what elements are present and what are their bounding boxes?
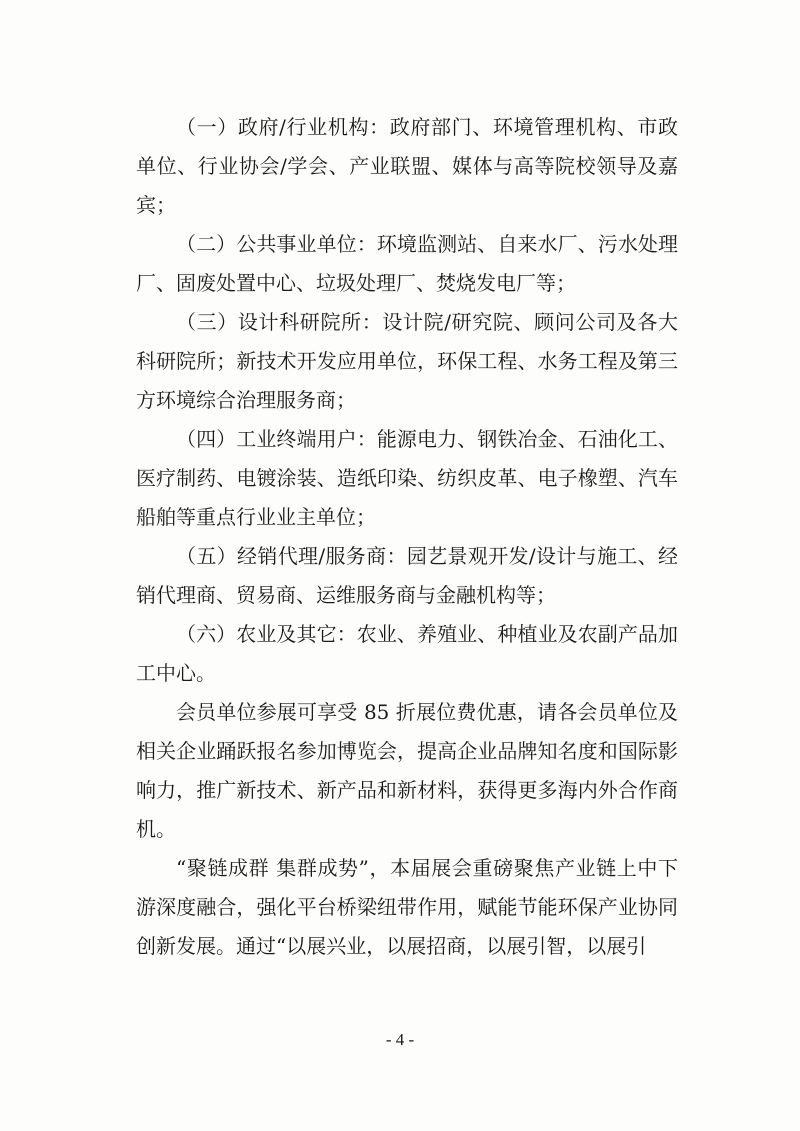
paragraph-member-discount: 会员单位参展可享受 85 折展位费优惠，请各会员单位及相关企业踊跃报名参加博览会，提高企业品牌知名度和国际影响力，推广新技术、新产品和新材料，获得更多海内外合作商机。 <box>136 700 678 841</box>
paragraph-distributors: （五）经销代理/服务商：园艺景观开发/设计与施工、经销代理商、贸易商、运维服务商与金融机构等； <box>136 544 678 607</box>
paragraph-design-research: （三）设计科研院所：设计院/研究院、顾问公司及各大科研院所；新技术开发应用单位，环保工程、水务工程及第三方环境综合治理服务商； <box>136 310 678 412</box>
paragraph-industry-chain: “聚链成群 集群成势”，本届展会重磅聚焦产业链上中下游深度融合，强化平台桥梁纽带作用，赋能节能环保产业协同创新发展。通过“以展兴业，以展招商，以展引智，以展引 <box>136 856 678 958</box>
paragraph-agriculture: （六）农业及其它：农业、养殖业、种植业及农副产品加工中心。 <box>136 622 678 685</box>
page-number: - 4 - <box>385 1030 415 1049</box>
paragraph-public-utilities: （二）公共事业单位：环境监测站、自来水厂、污水处理厂、固废处置中心、垃圾处理厂、焚烧发电厂等； <box>136 232 678 295</box>
paragraph-government-agencies: （一）政府/行业机构：政府部门、环境管理机构、市政单位、行业协会/学会、产业联盟、媒体与高等院校领导及嘉宾； <box>136 115 678 217</box>
paragraph-industrial-users: （四）工业终端用户：能源电力、钢铁冶金、石油化工、医疗制药、电镀涂装、造纸印染、纺织皮革、电子橡塑、汽车船舶等重点行业业主单位； <box>136 427 678 529</box>
document-body <box>136 108 678 966</box>
